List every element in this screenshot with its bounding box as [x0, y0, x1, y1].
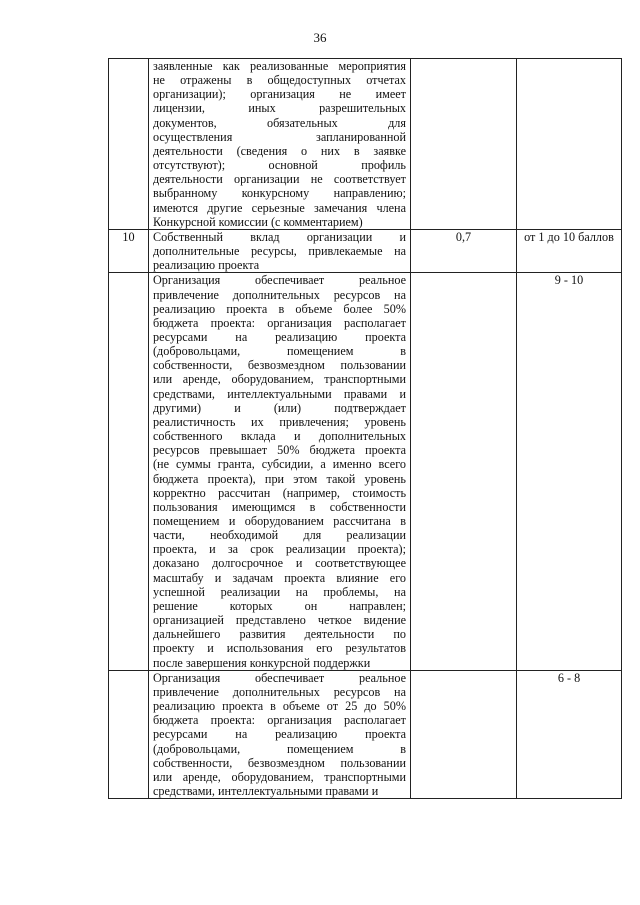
- description-line: ресурсами на реализацию проекта: [153, 727, 406, 742]
- description-line: проекта, и за срок реализации проекта);: [153, 542, 406, 557]
- table-row: [109, 670, 622, 798]
- description-line: Конкурсной комиссии (с комментарием): [153, 214, 363, 229]
- criterion-description: [149, 59, 411, 230]
- description-line: собственности, безвозмездном пользовании: [153, 358, 406, 373]
- description-line: бюджета проекта), при этом такой уровень: [153, 471, 406, 486]
- description-line: масштабу и задачам проекта влияние его: [153, 570, 406, 585]
- criterion-description: [149, 273, 411, 670]
- page-number: 36: [313, 30, 327, 45]
- weight-coefficient: [411, 273, 517, 670]
- description-line: дальнейшего развития деятельности по: [153, 627, 406, 642]
- description-line: Организация обеспечивает реальное: [153, 670, 406, 685]
- description-line: Организация обеспечивает реальное: [153, 273, 406, 288]
- criterion-number: 10: [109, 229, 149, 272]
- description-line: проекту и использования его результатов: [153, 641, 406, 656]
- description-line: собственного вклада и дополнительных: [153, 429, 406, 444]
- description-line: бюджета проекта: организация располагает: [153, 315, 406, 330]
- description-line: или аренде, оборудованием, транспортными: [153, 372, 406, 387]
- description-line: дополнительные ресурсы, привлекаемые на: [153, 244, 406, 259]
- description-line: бюджета проекта: организация располагает: [153, 713, 406, 728]
- description-line: имеются другие серьезные замечания члена: [153, 200, 406, 215]
- description-line: (добровольцами, помещением в: [153, 741, 406, 756]
- criterion-number: [109, 59, 149, 230]
- description-line: не отражены в общедоступных отчетах: [153, 73, 406, 88]
- criterion-number: [109, 670, 149, 798]
- description-line: привлечение дополнительных ресурсов на: [153, 684, 406, 699]
- table-row: [109, 273, 622, 670]
- description-line: организацией представлено четкое видение: [153, 613, 406, 628]
- description-line: части, необходимой для реализации: [153, 528, 406, 543]
- criterion-number: [109, 273, 149, 670]
- description-line: деятельности (сведения о них в заявке: [153, 143, 406, 158]
- description-line: заявленные как реализованные мероприятия: [153, 59, 406, 73]
- description-line: привлечение дополнительных ресурсов на: [153, 287, 406, 302]
- table-row: [109, 229, 622, 272]
- criterion-description: [149, 670, 411, 798]
- description-line: собственности, безвозмездном пользовании: [153, 755, 406, 770]
- description-line: деятельности организации не соответствует: [153, 172, 406, 187]
- description-line: (добровольцами, помещением в: [153, 344, 406, 359]
- description-line: ресурсов превышает 50% бюджета проекта: [153, 443, 406, 458]
- description-line: реализацию проекта в объеме более 50%: [153, 301, 406, 316]
- description-line: доказано долгосрочное и соответствующее: [153, 556, 406, 571]
- criterion-description: [149, 229, 411, 272]
- criteria-table: [108, 58, 622, 799]
- description-line: или аренде, оборудованием, транспортными: [153, 769, 406, 784]
- score-range: 9 - 10: [517, 273, 622, 670]
- description-line: решение которых он направлен;: [153, 598, 406, 613]
- description-line: средствами, интеллектуальными правами и: [153, 386, 406, 401]
- description-line: (не суммы гранта, субсидии, а именно всего: [153, 457, 406, 472]
- description-line: Собственный вклад организации и: [153, 229, 406, 244]
- description-line: реалистичность их привлечения; уровень: [153, 414, 406, 429]
- weight-coefficient: [411, 670, 517, 798]
- description-line: документов, обязательных для: [153, 115, 406, 130]
- score-range: от 1 до 10 баллов: [517, 229, 622, 272]
- table-row: [109, 59, 622, 230]
- score-range: [517, 59, 622, 230]
- description-line: успешной реализации на проблемы, на: [153, 584, 406, 599]
- description-line: реализацию проекта в объеме от 25 до 50%: [153, 699, 406, 714]
- description-line: отсутствуют); основной профиль: [153, 158, 406, 173]
- description-line: выбранному конкурсному направлению;: [153, 186, 406, 201]
- score-range: 6 - 8: [517, 670, 622, 798]
- weight-coefficient: 0,7: [411, 229, 517, 272]
- description-line: ресурсами на реализацию проекта: [153, 329, 406, 344]
- description-line: другими) и (или) подтверждает: [153, 400, 406, 415]
- description-line: лицензии, иных разрешительных: [153, 101, 406, 116]
- description-line: помещением и оборудованием рассчитана в: [153, 514, 406, 528]
- description-line: осуществления запланированной: [153, 129, 406, 144]
- description-line: корректно рассчитан (например, стоимость: [153, 485, 406, 500]
- weight-coefficient: [411, 59, 517, 230]
- description-line: организации); организация не имеет: [153, 87, 406, 102]
- description-line: пользования имеющимся в собственности: [153, 499, 406, 514]
- description-line: средствами, интеллектуальными правами и: [153, 783, 379, 798]
- description-line: после завершения конкурсной поддержки: [153, 655, 371, 670]
- description-line: реализацию проекта: [153, 258, 260, 273]
